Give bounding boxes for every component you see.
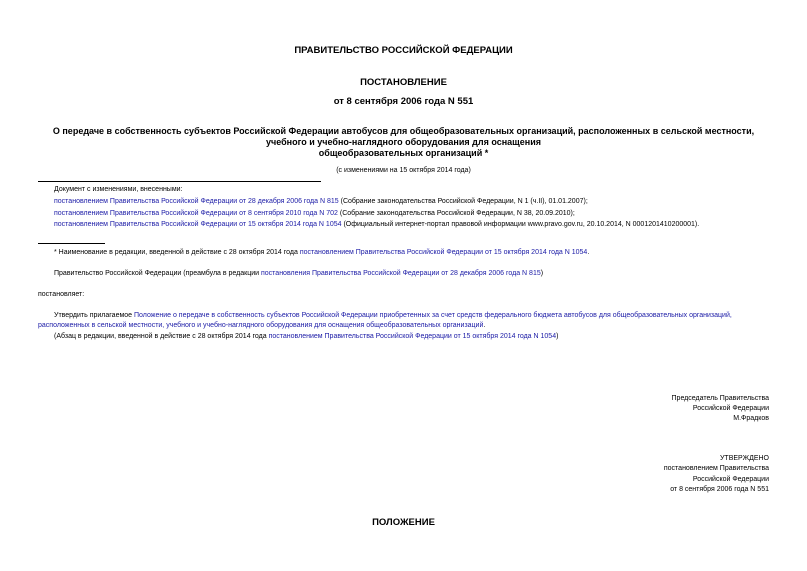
footnote-link[interactable]: постановлением Правительства Российской Федерации от 15 октября 2014 года N 1054 — [299, 249, 588, 256]
approve-note: (Абзац в редакции, введенной в действие с 28 октября 2014 года постановлением Правительства Российской Федерации от 15 октября 2014 года N 1054) — [54, 333, 559, 340]
document-title — [20, 126, 787, 159]
title-line-2: учебного и учебно-наглядного оборудования для оснащения — [266, 137, 541, 147]
regulation-link[interactable]: Положение о передаче в собственность субъектов Российской Федерации приобретенных за счет средств федерального бюджета автобусов для общеобразовательных организаций, расположенных в сельской местности, учебного и учебно-наглядного оборудования для оснащения общеобразовательных организаций — [38, 312, 732, 329]
changes-heading: Документ с изменениями, внесенными: — [54, 186, 183, 193]
change-link-2[interactable]: постановлением Правительства Российской Федерации от 8 сентября 2010 года N 702 — [54, 210, 338, 217]
change-item-3: постановлением Правительства Российской Федерации от 15 октября 2014 года N 1054 (Официальный интернет-портал правовой информации www.pravo.gov.ru, 20.10.2014, N 0001201410200001). — [54, 221, 700, 228]
preamble-link[interactable]: постановления Правительства Российской Федерации от 28 декабря 2006 года N 815 — [260, 270, 541, 277]
approved-date: от 8 сентября 2006 года N 551 — [670, 486, 769, 493]
document-type: ПОСТАНОВЛЕНИЕ — [360, 77, 447, 88]
approved-org: Российской Федерации — [692, 476, 769, 483]
change-item-1: постановлением Правительства Российской Федерации от 28 декабря 2006 года N 815 (Собрание законодательства Российской Федерации, N 1 (ч.II), 01.01.2007); — [54, 198, 588, 205]
section-heading: ПОЛОЖЕНИЕ — [372, 517, 435, 528]
change-link-1[interactable]: постановлением Правительства Российской Федерации от 28 декабря 2006 года N 815 — [54, 198, 339, 205]
title-line-3: общеобразовательных организаций * — [318, 148, 489, 158]
signature-name: М.Фрадков — [733, 415, 769, 422]
signature-org: Российской Федерации — [692, 405, 769, 412]
amended-note: (с изменениями на 15 октября 2014 года) — [336, 167, 471, 174]
approve-paragraph: Утвердить прилагаемое Положение о передаче в собственность субъектов Российской Федерации приобретенных за счет средств федерального бюджета автобусов для общеобразовательных организаций, расположенных в сельской местности, учебного и учебно-наглядного оборудования для оснащения общеобразовательных организаций. — [38, 312, 732, 329]
footnote-divider — [38, 243, 105, 244]
changes-divider — [38, 181, 321, 182]
change-link-3[interactable]: постановлением Правительства Российской Федерации от 15 октября 2014 года N 1054 — [54, 221, 342, 228]
title-line-1: О передаче в собственность субъектов Российской Федерации автобусов для общеобразовательных организаций, расположенных в сельской местности, — [52, 126, 755, 136]
approved-by: постановлением Правительства — [663, 465, 769, 472]
document-date: от 8 сентября 2006 года N 551 — [333, 96, 474, 107]
signature-title: Председатель Правительства — [671, 395, 769, 402]
government-heading: ПРАВИТЕЛЬСТВО РОССИЙСКОЙ ФЕДЕРАЦИИ — [294, 45, 513, 56]
decree-word: постановляет: — [38, 291, 85, 298]
preamble: Правительство Российской Федерации (преамбула в редакции постановления Правительства Российской Федерации от 28 декабря 2006 года N 815) — [54, 270, 544, 277]
footnote: * Наименование в редакции, введенной в действие с 28 октября 2014 года постановлением Правительства Российской Федерации от 15 октября 2014 года N 1054. — [54, 249, 590, 256]
approved-label: УТВЕРЖДЕНО — [719, 455, 769, 462]
change-item-2: постановлением Правительства Российской Федерации от 8 сентября 2010 года N 702 (Собрание законодательства Российской Федерации, N 38, 20.09.2010); — [54, 210, 575, 217]
approve-note-link[interactable]: постановлением Правительства Российской Федерации от 15 октября 2014 года N 1054 — [268, 333, 557, 340]
